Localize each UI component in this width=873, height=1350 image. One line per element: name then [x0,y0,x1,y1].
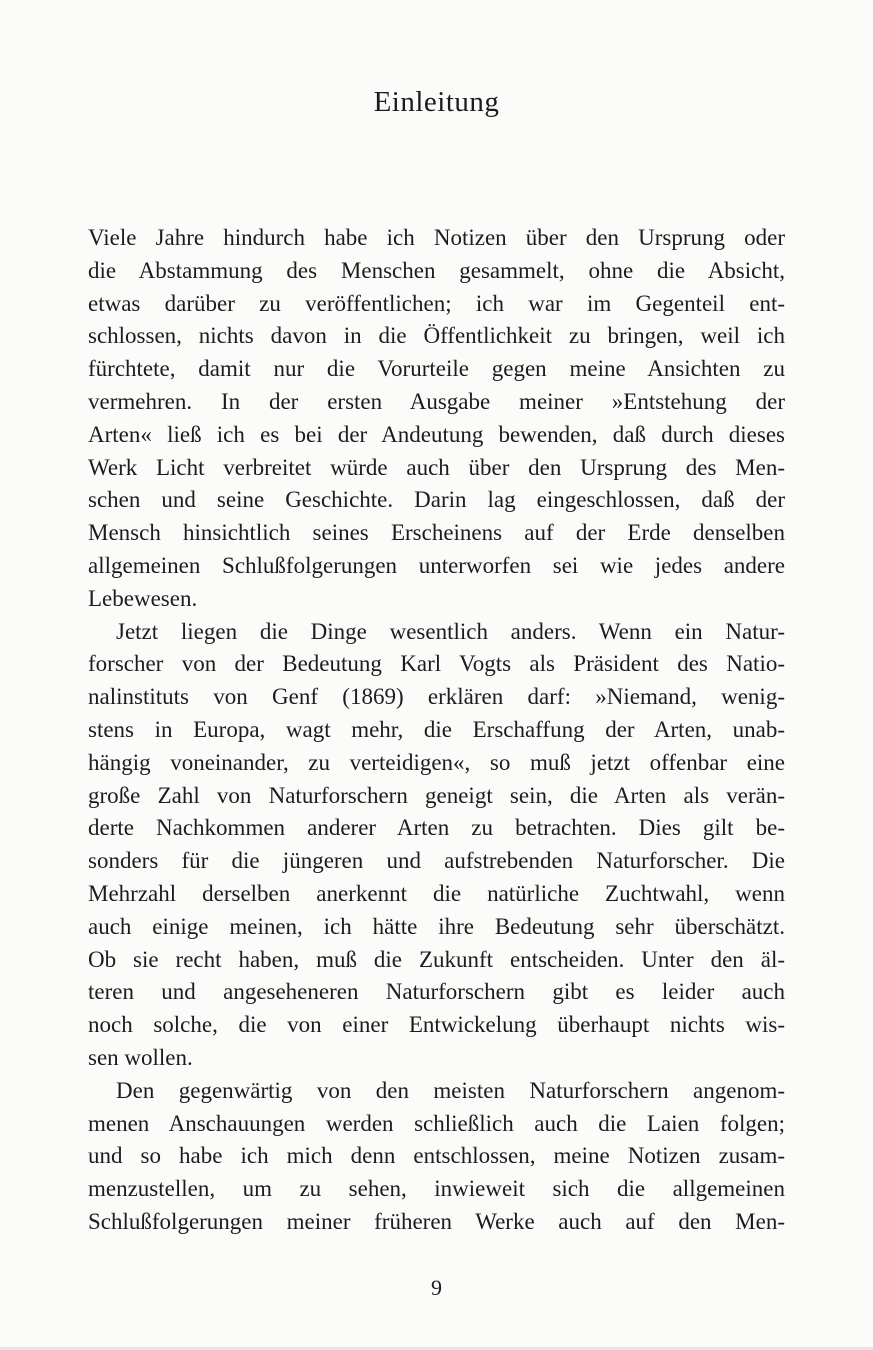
paragraph-1 [88,222,785,616]
body-text [88,222,785,1239]
text-line: Jetzt liegen die Dinge wesentlich anders. Wenn ein Natur- [116,618,785,644]
text-line: derte Nachkommen anderer Arten zu betrachten. Dies gilt be- [88,815,785,841]
text-line: vermehren. In der ersten Ausgabe meiner »Entstehung der [88,388,785,414]
text-line: menen Anschauungen werden schließlich auch die Laien folgen; [88,1110,785,1136]
text-line: allgemeinen Schlußfolgerungen unterworfen sei wie jedes andere [88,552,785,578]
text-line: stens in Europa, wagt mehr, die Erschaffung der Arten, unab- [88,716,785,742]
text-line: nalinstituts von Genf (1869) erklären darf: »Niemand, wenig- [88,684,785,710]
text-line: auch einige meinen, ich hätte ihre Bedeutung sehr überschätzt. [88,913,785,939]
page-number: 9 [431,1275,442,1300]
text-line: Arten« ließ ich es bei der Andeutung bewenden, daß durch dieses [88,421,785,447]
text-line: und so habe ich mich denn entschlossen, meine Notizen zusam- [88,1143,785,1169]
text-line: Werk Licht verbreitet würde auch über den Ursprung des Men- [88,454,785,480]
text-line: menzustellen, um zu sehen, inwieweit sich die allgemeinen [88,1176,785,1202]
text-line: Mehrzahl derselben anerkennt die natürliche Zuchtwahl, wenn [88,880,785,906]
text-line: noch solche, die von einer Entwickelung überhaupt nichts wis- [88,1012,785,1038]
text-line: teren und angeseheneren Naturforschern gibt es leider auch [88,979,785,1005]
text-line: forscher von der Bedeutung Karl Vogts als Präsident des Natio- [88,651,785,677]
text-line: sen wollen. [88,1044,193,1070]
text-line: fürchtete, damit nur die Vorurteile gegen meine Ansichten zu [88,356,785,382]
text-line: Viele Jahre hindurch habe ich Notizen über den Ursprung oder [88,225,785,250]
paragraph-3 [88,1075,785,1239]
text-line: Schlußfolgerungen meiner früheren Werke auch auf den Men- [88,1208,785,1234]
text-line: sonders für die jüngeren und aufstrebenden Naturforscher. Die [88,848,785,874]
text-line: hängig voneinander, zu verteidigen«, so muß jetzt offenbar eine [88,749,785,775]
paragraph-2 [88,616,785,1075]
text-line: Mensch hinsichtlich seines Erscheinens auf der Erde denselben [88,520,785,546]
text-line: die Abstammung des Menschen gesammelt, ohne die Absicht, [88,257,785,283]
text-line: Ob sie recht haben, muß die Zukunft entscheiden. Unter den äl- [88,946,785,972]
text-line: große Zahl von Naturforschern geneigt sein, die Arten als verän- [88,782,785,808]
text-line: schen und seine Geschichte. Darin lag eingeschlossen, daß der [88,487,785,513]
chapter-title: Einleitung [373,86,500,118]
text-line: Den gegenwärtig von den meisten Naturforschern angenom- [116,1077,785,1103]
text-line: etwas darüber zu veröffentlichen; ich war im Gegenteil ent- [88,290,785,316]
text-line: schlossen, nichts davon in die Öffentlichkeit zu bringen, weil ich [88,323,785,349]
text-line: Lebewesen. [88,585,198,611]
